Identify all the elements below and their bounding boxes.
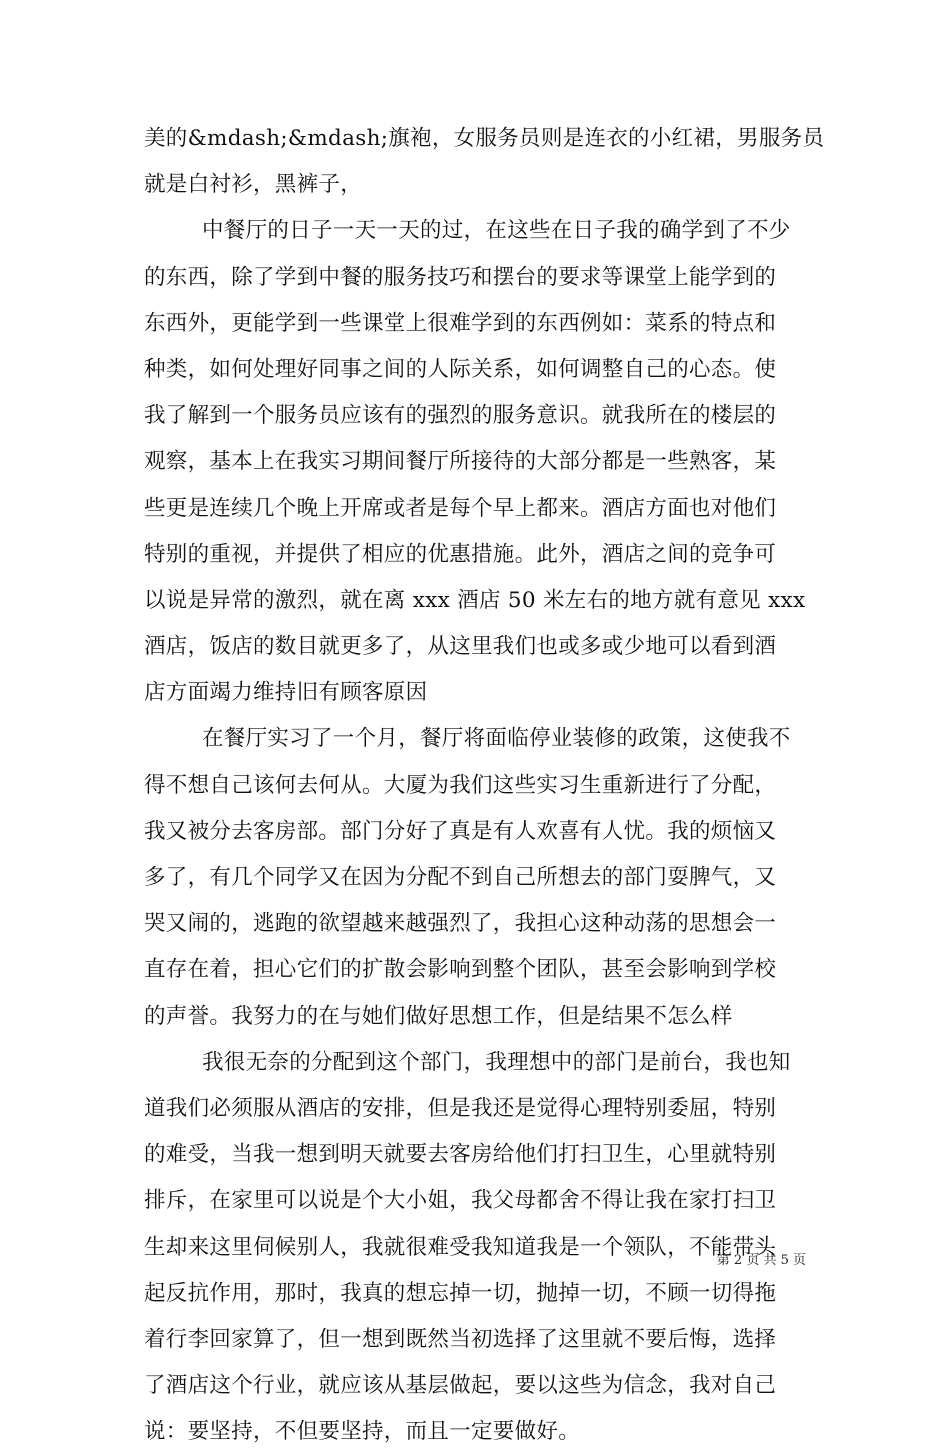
text-line: 的声誉。我努力的在与她们做好思想工作，但是结果不怎么样 [144,1003,733,1029]
text-line: 店方面竭力维持旧有顾客原因 [144,680,428,706]
text-line: 着行李回家算了，但一想到既然当初选择了这里就不要后悔，选择 [144,1326,777,1352]
text-line: 就是白衬衫，黑裤子， [144,172,363,198]
text-line: 多了，有几个同学又在因为分配不到自己所想去的部门耍脾气，又 [144,865,777,890]
text-line: 些更是连续几个晚上开席或者是每个早上都来。酒店方面也对他们 [144,495,777,521]
paragraph-start-line: 我很无奈的分配到这个部门，我理想中的部门是前台，我也知 [202,1049,791,1075]
paragraph-start-line: 中餐厅的日子一天一天的过，在这些在日子我的确学到了不少 [202,218,791,244]
page-number: 第 2 页 共 5 页 [716,1253,806,1268]
text-line: 的东西，除了学到中餐的服务技巧和摆台的要求等课堂上能学到的 [144,264,777,290]
text-line: 我又被分去客房部。部门分好了真是有人欢喜有人忧。我的烦恼又 [144,818,777,844]
text-line: 起反抗作用，那时，我真的想忘掉一切，抛掉一切，不顾一切得拖 [144,1280,777,1306]
text-line: 了酒店这个行业，就应该从基层做起，要以这些为信念，我对自己 [144,1373,777,1399]
text-line: 观察，基本上在我实习期间餐厅所接待的大部分都是一些熟客，某 [144,449,777,475]
text-line: 以说是异常的激烈，就在离 xxx 酒店 50 米左右的地方就有意见 xxx [144,587,806,613]
text-line: 种类，如何处理好同事之间的人际关系，如何调整自己的心态。使 [144,356,777,382]
text-line: 美的&mdash;&mdash;旗袍，女服务员则是连衣的小红裙，男服务员 [144,126,825,151]
text-line: 生却来这里伺候别人，我就很难受我知道我是一个领队，不能带头 [144,1234,777,1260]
text-line: 的难受，当我一想到明天就要去客房给他们打扫卫生，心里就特别 [144,1142,777,1168]
paragraph-start-line: 在餐厅实习了一个月，餐厅将面临停业装修的政策，这使我不 [202,726,791,752]
text-line: 特别的重视，并提供了相应的优惠措施。此外，酒店之间的竞争可 [144,541,777,567]
text-line: 我了解到一个服务员应该有的强烈的服务意识。就我所在的楼层的 [144,403,777,429]
text-line: 排斥，在家里可以说是个大小姐，我父母都舍不得让我在家打扫卫 [144,1188,777,1214]
text-line: 得不想自己该何去何从。大厦为我们这些实习生重新进行了分配， [144,772,777,798]
body-text [144,116,825,1455]
text-line: 道我们必须服从酒店的安排，但是我还是觉得心理特别委屈，特别 [144,1095,777,1121]
text-line: 说：要坚持，不但要坚持，而且一定要做好。 [144,1419,581,1445]
text-line: 哭又闹的，逃跑的欲望越来越强烈了，我担心这种动荡的思想会一 [144,911,777,937]
text-line: 直存在着，担心它们的扩散会影响到整个团队，甚至会影响到学校 [144,957,777,983]
text-line: 东西外，更能学到一些课堂上很难学到的东西例如：菜系的特点和 [144,310,777,336]
text-line: 酒店，饭店的数目就更多了，从这里我们也或多或少地可以看到酒 [144,634,777,660]
